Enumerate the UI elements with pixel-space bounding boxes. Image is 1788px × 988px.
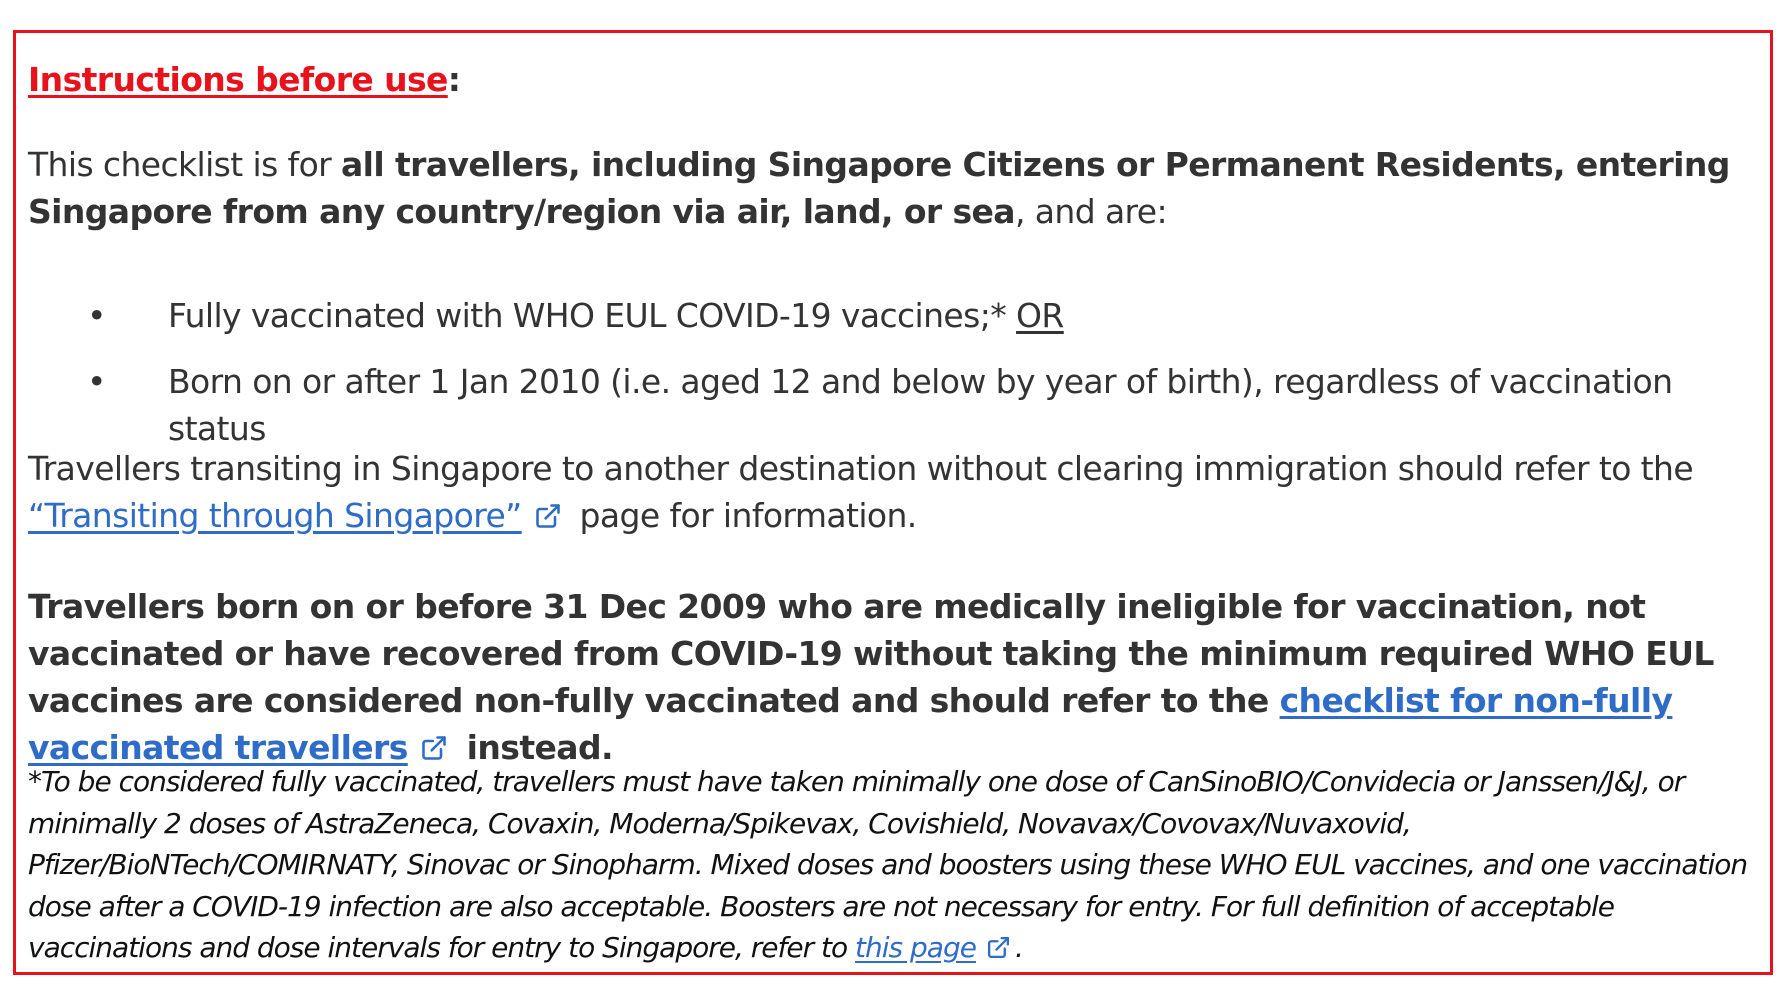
footnote-tail: . (1014, 931, 1023, 964)
footnote-lead: *To be considered fully vaccinated, travellers must have taken minimally one dose of CanSinoBIO/Convidecia or Janssen/J&J, or minimally 2 doses of AstraZeneca, Covaxin, Moderna/Spikevax, Covishield, Novavax/Covovax/Nuvaxovid, Pfizer/BioNTech/COMIRNATY, Sinovac or Sinopharm. Mixed doses and boosters using these WHO EUL vaccines, and one vaccination dose after a COVID-19 infection are also acceptable. Boosters are not necessary for entry. For full definition of acceptable vaccinations and dose intervals for entry to Singapore, refer to (28, 765, 1748, 964)
transit-paragraph (28, 445, 1768, 539)
non-fully-lead: Travellers born on or before 31 Dec 2009 who are medically ineligible for vaccination, not vaccinated or have recovered from COVID-19 without taking the minimum required WHO EUL vaccines are considered non-fully vaccinated and should refer to the (28, 587, 1714, 720)
transit-tail: page for information. (569, 496, 917, 535)
transiting-link[interactable]: “Transiting through Singapore” (28, 496, 522, 535)
eligibility-list (28, 292, 1768, 448)
intro-lead: This checklist is for (28, 145, 342, 184)
non-fully-vaccinated-paragraph (28, 583, 1768, 771)
bullet-text: Born on or after 1 Jan 2010 (i.e. aged 12 and below by year of birth), regardless of vaccination status (168, 362, 1673, 448)
external-link-icon[interactable] (534, 502, 562, 530)
bullet-or: OR (1016, 296, 1064, 335)
non-fully-tail: instead. (455, 728, 613, 767)
external-link-icon[interactable] (986, 935, 1011, 960)
bullet-text: Fully vaccinated with WHO EUL COVID-19 vaccines;* (168, 296, 1017, 335)
vaccination-footnote (28, 761, 1763, 969)
list-item (28, 292, 1768, 358)
intro-tail: , and are: (1014, 192, 1168, 231)
list-item (28, 358, 1768, 448)
intro-bold: all travellers, including Singapore Citizens or Permanent Residents, entering Singapore from any country/region via air, land, or sea (28, 145, 1730, 231)
instructions-heading (28, 56, 460, 103)
intro-paragraph (28, 141, 1768, 235)
this-page-link[interactable]: this page (855, 931, 976, 964)
bullet-icon: • (87, 362, 106, 401)
transit-lead: Travellers transiting in Singapore to another destination without clearing immigration should refer to the (28, 449, 1694, 488)
external-link-icon[interactable] (420, 734, 448, 762)
instructions-heading-text: Instructions before use (28, 60, 448, 99)
non-fully-checklist-link[interactable]: checklist for non-fully vaccinated travellers (28, 681, 1673, 767)
instructions-heading-colon: : (447, 60, 461, 99)
bullet-icon: • (87, 296, 106, 335)
